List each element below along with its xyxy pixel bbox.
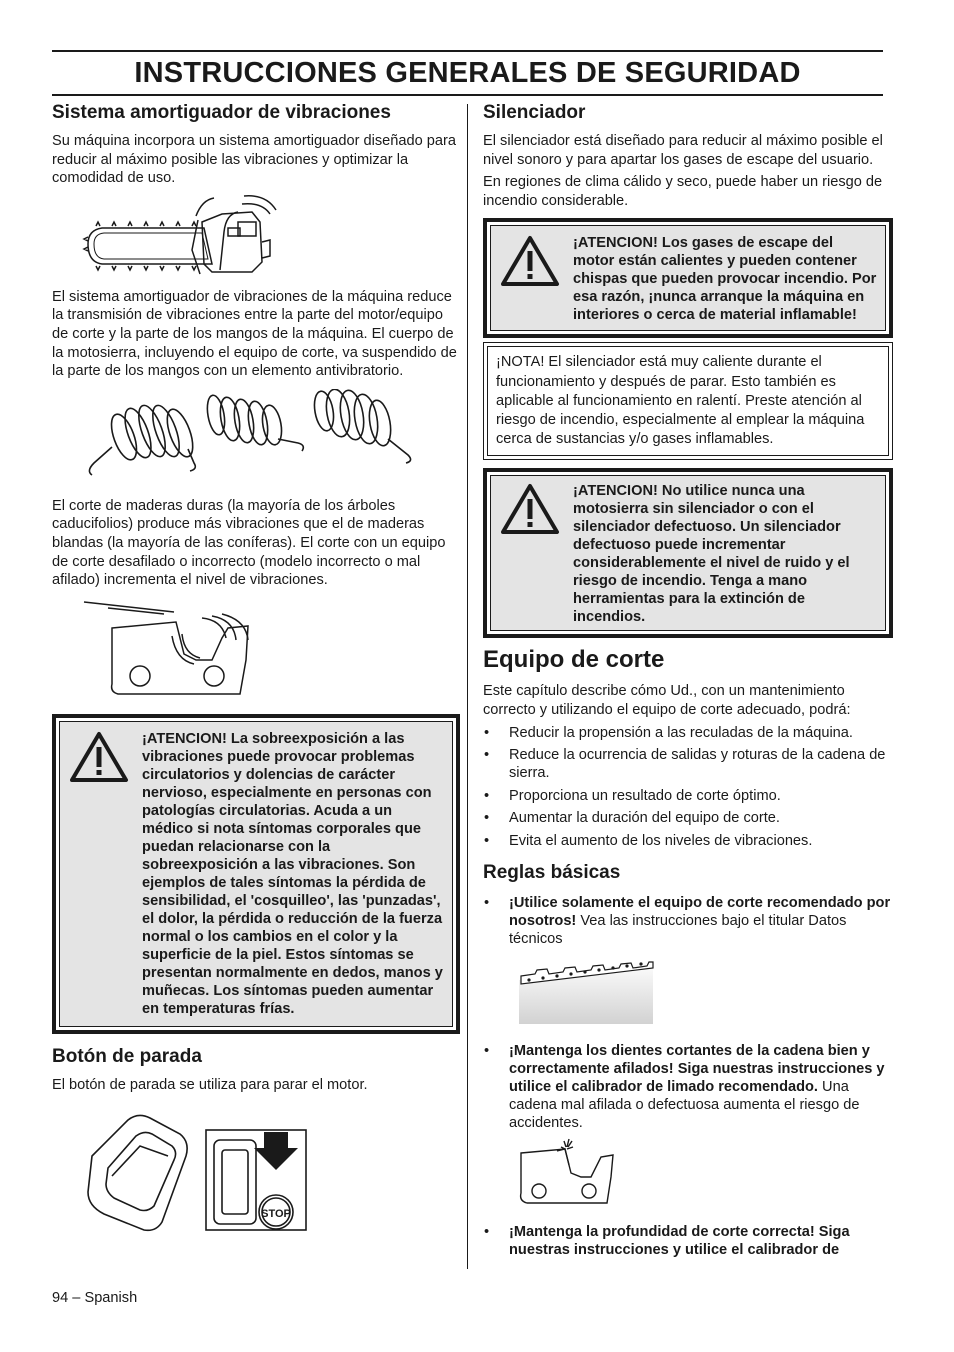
vibration-warning-text: ¡ATENCION! La sobreexposición a las vibraciones puede provocar problemas circulatorios y dolencias de carácter nervioso, especialmente en personas con patologías circulatorias. Acuda a un médico si nota síntomas corporales que puedan relacionarse con la sobreexposición a las vibraciones. Son ejemplos de tales síntomas la pérdida de sensibilidad, el 'cosquilleo', las 'punzadas', el dolor, la pérdida o reducción de la fuerza normal o los cambios en el color y la superficie de la piel. Estos síntomas se presentan normalmente en dedos, manos y muñecas. Los síntomas pueden aumentar en temperaturas frías.: [142, 730, 443, 1017]
header-rule-bottom: [52, 94, 883, 96]
muffler-note-box: [483, 342, 893, 460]
stop-text: El botón de parada se utiliza para parar el motor.: [52, 1076, 368, 1093]
stop-heading: Botón de parada: [52, 1045, 202, 1067]
list-item: • Aumentar la duración del equipo de corte.: [483, 809, 893, 827]
rules-list-final: [483, 1223, 893, 1259]
rules-list: [483, 894, 893, 948]
muffler-warning-1-text: ¡ATENCION! Los gases de escape del motor están calientes y pueden contener chispas que pueden provocar incendio. Por esa razón, ¡nunca arranque la máquina en interiores o cerca de material inflamable!: [573, 235, 877, 324]
rule-2-text: Una cadena mal afilada o defectuosa aumenta el riesgo de accidentes.: [509, 1079, 860, 1132]
vibration-intro: Su máquina incorpora un sistema amortiguador diseñado para reducir al máximo posible las vibraciones y optimizar la comodidad de uso.: [52, 133, 457, 187]
rule-item-1: [483, 894, 893, 948]
right-column: [483, 102, 893, 1263]
muffler-warning-box-2: [483, 468, 893, 638]
vibration-heading: Sistema amortiguador de vibraciones: [52, 102, 391, 123]
rule-3-bold: ¡Mantenga la profundidad de corte correcta! Siga nuestras instrucciones y utilice el calibrador de: [509, 1223, 850, 1258]
muffler-para1: El silenciador está diseñado para reducir al máximo posible el nivel sonoro y para apartar los gases de escape del usuario.: [483, 133, 883, 168]
muffler-note-text: ¡NOTA! El silenciador está muy caliente durante el funcionamiento y después de parar. Esto también es aplicable al funcionamiento en ralentí. Preste atención al riesgo de incendio, especialmente al emplear la máquina cerca de sustancias y/o gases inflamables.: [496, 354, 865, 448]
vibration-para3: El corte de maderas duras (la mayoría de los árboles caducifolios) produce más vibraciones que el de maderas blandas (la mayoría de las coníferas). El corte con un equipo de corte desafilado o incorrecto (modelo incorrecto o mal afilado) incrementa el nivel de vibraciones.: [52, 497, 446, 589]
rule-item-3: [483, 1223, 893, 1259]
warning-triangle-icon: [499, 234, 573, 293]
stop-sign-label: STOP: [261, 1208, 291, 1221]
list-item: • Evita el aumento de los niveles de vibraciones.: [483, 832, 893, 850]
chainsaw-illustration: [52, 192, 460, 288]
list-item: • Proporciona un resultado de corte óptimo.: [483, 787, 893, 805]
warning-triangle-icon: [499, 482, 573, 541]
muffler-warning-box-1: [483, 218, 893, 338]
page-footer: 94 – Spanish: [52, 1290, 138, 1306]
rule-1-bold: ¡Utilice solamente el equipo de corte recomendado por nosotros!: [509, 894, 891, 929]
rules-heading: Reglas básicas: [483, 861, 621, 883]
list-item: • Reduce la ocurrencia de salidas y roturas de la cadena de sierra.: [483, 746, 893, 782]
cutting-heading: Equipo de corte: [483, 646, 665, 674]
muffler-heading: Silenciador: [483, 102, 586, 123]
header-rule-top: [52, 50, 883, 52]
cutter-tooth-illustration: [52, 598, 460, 706]
saw-chain-illustration: [517, 952, 893, 1036]
rule-2-bold: ¡Mantenga los dientes cortantes de la cadena bien y correctamente afilados! Siga nuestras instrucciones y utilice el calibrador de limado recomendado.: [509, 1043, 885, 1096]
cutting-benefits-list: [483, 724, 893, 850]
antivibration-springs-illustration: [52, 389, 460, 485]
rule-item-2: [483, 1042, 893, 1132]
page-title: INSTRUCCIONES GENERALES DE SEGURIDAD: [134, 57, 801, 89]
stop-button-illustration: [52, 1102, 460, 1242]
vibration-para2: El sistema amortiguador de vibraciones de la máquina reduce la transmisión de vibraciones entre la parte del motor/equipo de corte y la parte de los mangos de la máquina. El cuerpo de la motosierra, incluyendo el equipo de corte, va suspendido de la parte de los mangos con un elemento antivibratorio.: [52, 288, 457, 380]
vibration-warning-box: [52, 714, 460, 1034]
rules-list-continued: [483, 1042, 893, 1132]
warning-triangle-icon: [68, 730, 142, 789]
rule-1-text: Vea las instrucciones bajo el titular Datos técnicos: [509, 912, 847, 947]
column-divider: [467, 104, 468, 1269]
muffler-warning-2-text: ¡ATENCION! No utilice nunca una motosierra sin silenciador o con el silenciador defectuoso. Un silenciador defectuoso puede incrementar considerablemente el nivel de ruido y el riesgo de incendio. Tenga a mano herramientas para la extinción de incendios.: [573, 483, 850, 626]
list-item: • Reducir la propensión a las reculadas de la máquina.: [483, 724, 893, 742]
cutting-intro: Este capítulo describe cómo Ud., con un mantenimiento correcto y utilizando el equipo de corte adecuado, podrá:: [483, 683, 851, 718]
left-column: [52, 102, 460, 1242]
sharpened-tooth-illustration: [517, 1137, 893, 1221]
muffler-para2: En regiones de clima cálido y seco, puede haber un riesgo de incendio considerable.: [483, 174, 883, 209]
